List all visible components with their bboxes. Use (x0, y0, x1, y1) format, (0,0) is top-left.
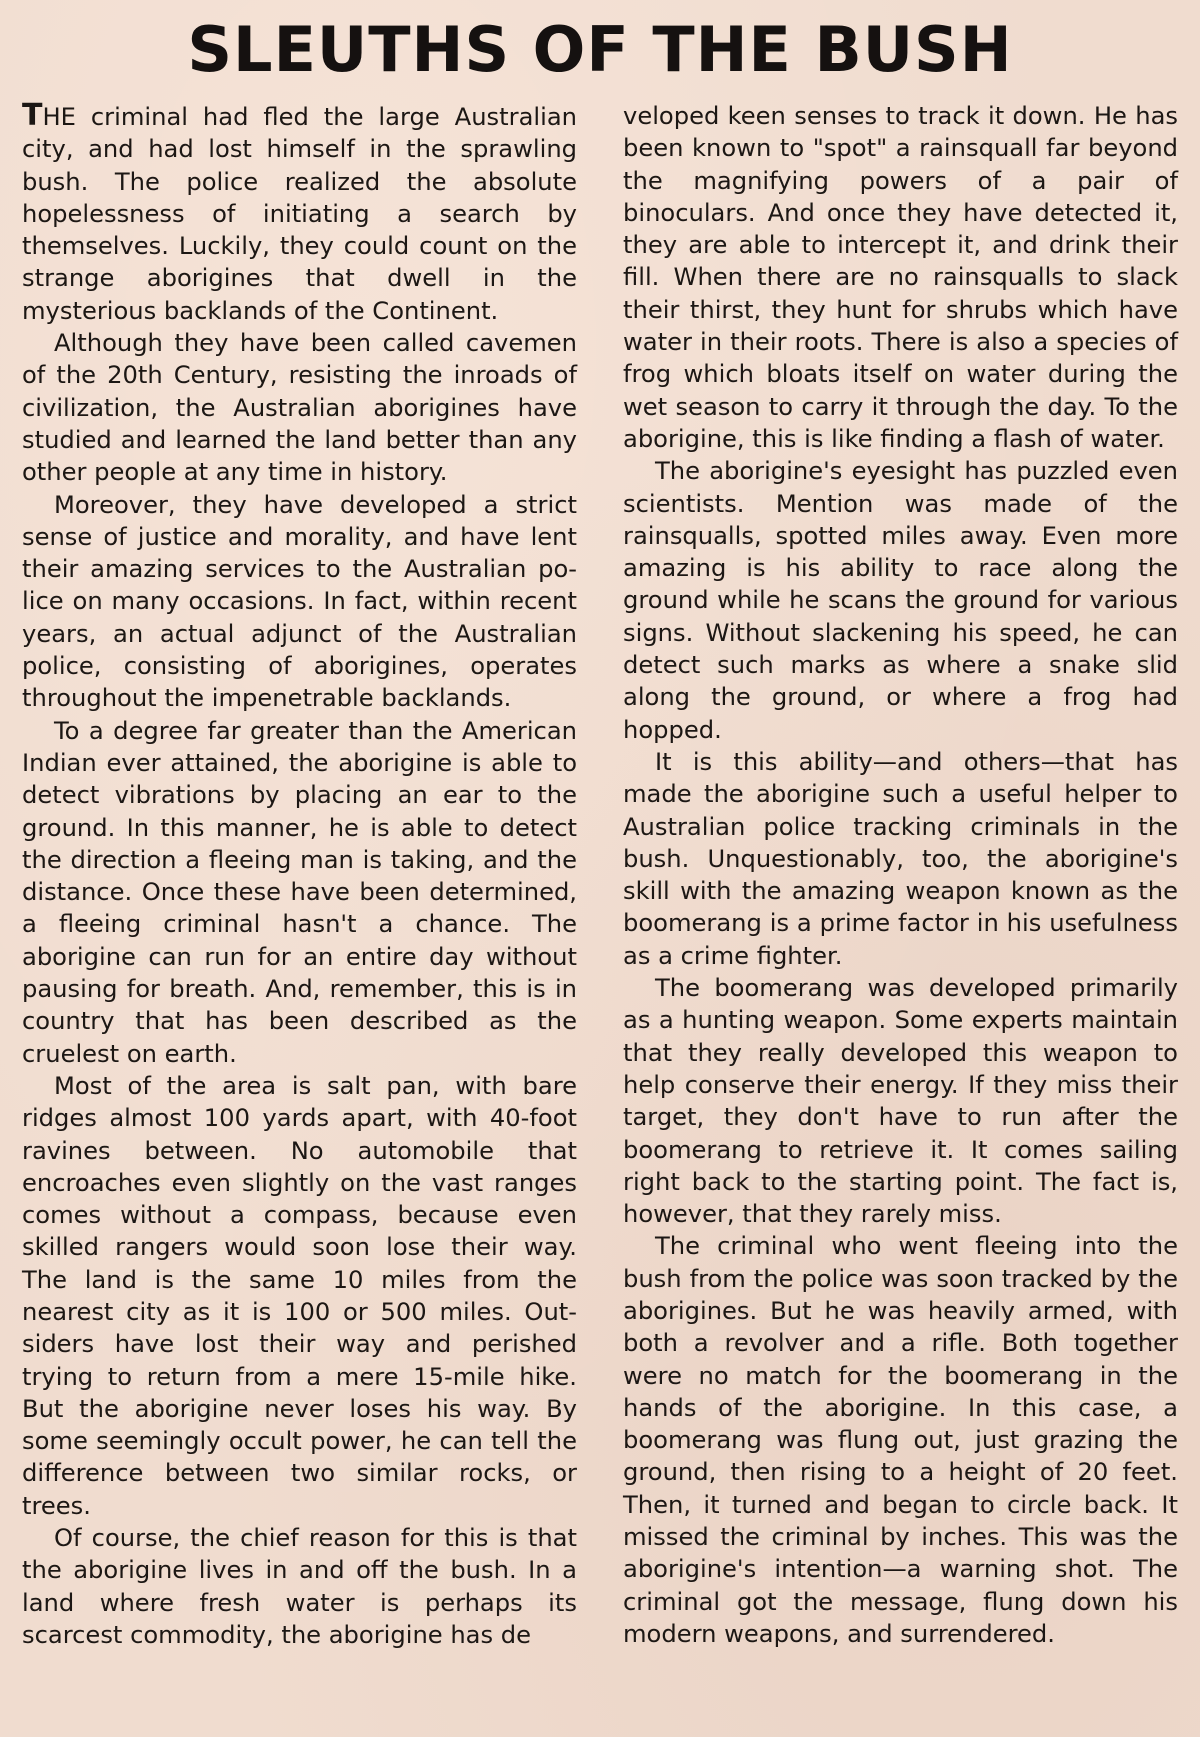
paragraph-6-continued: veloped keen senses to track it down. He has been known to "spot" a rainsquall far beyond the magnifying powers of a pair of binoculars. And once they have detected it, they are able to intercept it, and drink their fill. When there are no rainsqualls to slack their thirst, they hunt for shrubs which have water in their roots. There is also a species of frog which bloats itself on water during the wet season to carry it through the day. To the aborigine, this is like finding a flash of water. (623, 102, 1178, 453)
article-title: SLEUTHS OF THE BUSH (187, 13, 1013, 86)
paragraph-7: The aborigine's eyesight has puzzled even scientists. Mention was made of the rainsqualls, spotted miles away. Even more amazing is his ability to race along the ground while he scans the ground for various signs. Without slackening his speed, he can detect such marks as where a snake slid along the ground, or where a frog had hopped. (623, 457, 1178, 744)
paragraph-4: To a degree far greater than the American Indian ever attained, the aborigine is able to detect vibrations by placing an ear to the ground. In this manner, he is able to detect the direction a fleeing man is taking, and the distance. Once these have been determined, a fleeing criminal hasn't a chance. The aborigine can run for an entire day without pausing for breath. And, remember, this is in country that has been described as the cruelest on earth. (22, 716, 577, 1068)
left-column (22, 100, 577, 1651)
paragraph-3: Moreover, they have developed a strict sense of justice and morality, and have lent their amazing services to the Australian police on many occasions. In fact, within recent years, an actual adjunct of the Australian police, consisting of aborigines, operates throughout the impenetrable backlands. (22, 490, 577, 713)
paragraph-2: Although they have been called cavemen of the 20th Century, resisting the inroads of civilization, the Australian aborigines have studied and learned the land better than any other people at any time in history. (22, 329, 577, 487)
article-columns (22, 100, 1178, 1651)
paragraph-6: Of course, the chief reason for this is that the aborigine lives in and off the bush. In a land where fresh water is perhaps its scarcest commodity, the aborigine has de (22, 1524, 577, 1649)
drop-cap: T (22, 98, 43, 133)
paragraph-10: The criminal who went fleeing into the bush from the police was soon tracked by the aborigines. But he was heavily armed, with both a revolver and a rifle. Both together were no match for the boomerang in the hands of the aborigine. In this case, a boomerang was flung out, just grazing the ground, then rising to a height of 20 feet. Then, it turned and began to circle back. It missed the criminal by inches. This was the aborigine's intention—a warning shot. The criminal got the message, flung down his modern weapons, and surrendered. (623, 1232, 1178, 1648)
paragraph-9: The boomerang was developed primarily as a hunting weapon. Some experts maintain that they really developed this weapon to help conserve their energy. If they miss their target, they don't have to run after the boomerang to retrieve it. It comes sailing right back to the starting point. The fact is, however, that they rarely miss. (623, 974, 1178, 1229)
right-column (623, 100, 1178, 1651)
paragraph-1-text: HE criminal had fled the large Australian city, and had lost himself in the sprawling bush. The police realized the absolute hopelessness of initiating a search by themselves. Luckily, they could count on the strange aborigines that dwell in the mysterious backlands of the Continent. (22, 103, 577, 325)
paragraph-1 (22, 100, 577, 327)
paragraph-5: Most of the area is salt pan, with bare ridges almost 100 yards apart, with 40-foot ravines between. No automobile that encroaches even slightly on the vast ranges comes without a compass, because even skilled rangers would soon lose their way. The land is the same 10 miles from the nearest city as it is 100 or 500 miles. Outsiders have lost their way and perished trying to return from a mere 15-mile hike. But the aborigine never loses his way. By some seemingly occult power, he can tell the difference between two similar rocks, or trees. (22, 1071, 577, 1520)
paragraph-8: It is this ability—and others—that has made the aborigine such a useful helper to Australian police tracking criminals in the bush. Unquestionably, too, the aborigine's skill with the amazing weapon known as the boomerang is a prime factor in his usefulness as a crime fighter. (623, 747, 1178, 970)
